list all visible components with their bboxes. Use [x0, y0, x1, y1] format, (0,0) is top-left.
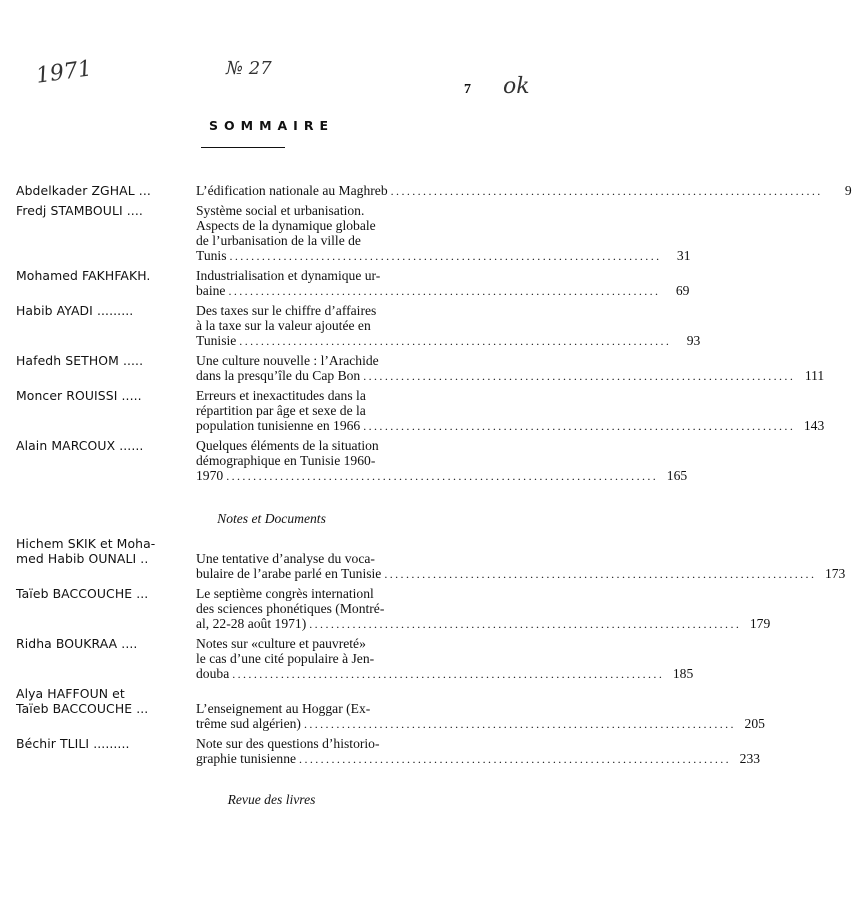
author-name-text: Taïeb BACCOUCHE: [16, 586, 133, 601]
author-name: [16, 203, 196, 218]
entry-title: [196, 686, 765, 732]
title-last-line: [196, 666, 693, 682]
handwritten-year: 1971: [34, 56, 94, 89]
title-line: démographique en Tunisie 1960-: [196, 453, 376, 468]
entry-author: [16, 686, 196, 732]
author-name: [16, 551, 196, 566]
author-name-text: Abdelkader ZGHAL: [16, 183, 135, 198]
entry-author: [16, 536, 196, 582]
title-last-text: 1970: [196, 468, 224, 483]
title-last-text: baine: [196, 283, 226, 298]
page-ref: 143: [803, 418, 825, 433]
author-name: [16, 586, 196, 601]
title-line: de l’urbanisation de la ville de: [196, 233, 361, 248]
author-name: [16, 353, 196, 368]
entry-title: [196, 303, 700, 349]
title-line: Système social et urbanisation.: [196, 203, 365, 218]
title-last-text: douba: [196, 666, 230, 681]
author-leader-dots: .....: [122, 353, 144, 368]
title-line: Des taxes sur le chiffre d’affaires: [196, 303, 377, 318]
leader-dots: ................................................................................: [229, 249, 662, 263]
leader-dots: ................................................................................: [363, 369, 796, 383]
title-last-text: Tunisie: [196, 333, 237, 348]
author-leader-dots: ...: [138, 183, 151, 198]
entry-title: [196, 636, 693, 682]
author-line: Alya HAFFOUN et: [16, 686, 125, 701]
author-leader-dots: ......: [119, 438, 144, 453]
entry-title: [196, 183, 852, 199]
page-ref: 165: [666, 468, 688, 483]
toc-entry: [16, 536, 846, 582]
title-line: Quelques éléments de la situation: [196, 438, 379, 453]
title-last-line: [196, 566, 846, 582]
author-name-text: med Habib OUNALI: [16, 551, 137, 566]
leader-dots: ................................................................................: [384, 567, 817, 581]
section-heading-revue: Revue des livres: [227, 792, 316, 807]
toc-entry: [16, 353, 825, 384]
leader-dots: ................................................................................: [299, 752, 732, 766]
author-leader-dots: ...: [136, 586, 149, 601]
author-name-text: Moncer ROUISSI: [16, 388, 118, 403]
toc-entry: [16, 203, 691, 264]
title-underline: [201, 147, 285, 148]
title-last-text: population tunisienne en 1966: [196, 418, 361, 433]
title-line: Industrialisation et dynamique ur-: [196, 268, 381, 283]
entry-title: [196, 353, 825, 384]
entry-author: [16, 268, 196, 299]
title-line: à la taxe sur la valeur ajoutée en: [196, 318, 371, 333]
toc-entry: [16, 636, 694, 682]
entry-title: [196, 203, 691, 264]
author-line: Hichem SKIK et Moha-: [16, 536, 156, 551]
toc-entry: [16, 438, 688, 484]
leader-dots: ................................................................................: [303, 717, 736, 731]
handwritten-ok-mark: ok: [503, 74, 530, 99]
entry-title: [196, 388, 825, 434]
entry-author: [16, 438, 196, 484]
title-line: L’enseignement au Hoggar (Ex-: [196, 701, 371, 716]
author-leader-dots: ....: [126, 203, 143, 218]
toc-entry: [16, 183, 852, 199]
page-ref: 233: [739, 751, 761, 766]
leader-dots: ................................................................................: [226, 469, 659, 483]
page-ref: 69: [675, 283, 690, 298]
author-leader-dots: ...: [136, 701, 149, 716]
title-line: des sciences phonétiques (Montré-: [196, 601, 385, 616]
leader-dots: ................................................................................: [232, 667, 665, 681]
entry-author: [16, 586, 196, 632]
entry-author: [16, 388, 196, 434]
page-ref: 173: [824, 566, 846, 581]
page-ref: 205: [744, 716, 765, 731]
entry-author: [16, 736, 196, 767]
toc-entry: [16, 586, 771, 632]
title-last-line: [196, 616, 771, 632]
toc-entry: [16, 686, 765, 732]
entry-author: [16, 353, 196, 384]
toc-entry: [16, 268, 690, 299]
title-line: Le septième congrès internationl: [196, 586, 374, 601]
entry-title: [196, 736, 761, 767]
author-leader-dots: .........: [96, 303, 134, 318]
author-leader-dots: ....: [121, 636, 138, 651]
title-spacer: [196, 536, 700, 551]
page-number: 7: [464, 82, 471, 97]
title-last-text: trême sud algérien): [196, 716, 301, 731]
title-last-line: [196, 333, 700, 349]
author-name: [16, 183, 196, 198]
entry-author: [16, 636, 196, 682]
title-line: Une tentative d’analyse du voca-: [196, 551, 375, 566]
leader-dots: ................................................................................: [228, 284, 661, 298]
author-name: [16, 268, 196, 283]
author-name: [16, 636, 196, 651]
title-last-text: bulaire de l’arabe parlé en Tunisie: [196, 566, 382, 581]
notes-list: [16, 536, 846, 771]
entry-author: [16, 203, 196, 264]
title-line: Erreurs et inexactitudes dans la: [196, 388, 366, 403]
title-last-line: [196, 418, 825, 434]
title-last-line: [196, 368, 825, 384]
page-ref: 111: [804, 368, 825, 383]
author-name-text: Mohamed FAKHFAKH.: [16, 268, 151, 283]
title-last-line: [196, 283, 689, 299]
author-name-text: Béchir TLILI: [16, 736, 90, 751]
page-ref: 185: [672, 666, 694, 681]
toc-entry: [16, 736, 761, 767]
title-line: Une culture nouvelle : l’Arachide: [196, 353, 379, 368]
title-last-line: [196, 751, 761, 767]
title-last-text: al, 22-28 août 1971): [196, 616, 307, 631]
title-line: le cas d’une cité populaire à Jen-: [196, 651, 375, 666]
author-name: [16, 438, 196, 453]
author-name: [16, 701, 196, 716]
page-title: SOMMAIRE: [209, 118, 334, 133]
entry-author: [16, 183, 196, 199]
title-last-text: dans la presqu’île du Cap Bon: [196, 368, 361, 383]
author-leader-dots: .........: [93, 736, 130, 751]
page-ref: 31: [676, 248, 691, 263]
page-ref: 9: [844, 183, 852, 198]
title-last-line: [196, 468, 687, 484]
entry-title: [196, 586, 771, 632]
author-name-text: Hafedh SETHOM: [16, 353, 119, 368]
author-name-text: Alain MARCOUX: [16, 438, 116, 453]
articles-list: [16, 183, 852, 488]
author-leader-dots: ..: [140, 551, 149, 566]
title-line: Aspects de la dynamique globale: [196, 218, 376, 233]
entry-title: [196, 536, 846, 582]
author-name-text: Habib AYADI: [16, 303, 93, 318]
author-name-text: Fredj STAMBOULI: [16, 203, 123, 218]
author-name: [16, 388, 196, 403]
title-last-line: [196, 248, 691, 264]
handwritten-issue-number: № 27: [226, 58, 272, 79]
title-last-text: Tunis: [196, 248, 227, 263]
author-name-text: Taïeb BACCOUCHE: [16, 701, 133, 716]
title-line: répartition par âge et sexe de la: [196, 403, 366, 418]
leader-dots: ................................................................................: [363, 419, 796, 433]
section-heading-notes: Notes et Documents: [217, 511, 326, 526]
title-last-line: [196, 183, 852, 199]
title-line: Note sur des questions d’historio-: [196, 736, 380, 751]
toc-entry: [16, 303, 701, 349]
title-last-text: graphie tunisienne: [196, 751, 297, 766]
title-last-text: L’édification nationale au Maghreb: [196, 183, 388, 198]
author-name: [16, 736, 196, 751]
title-last-line: [196, 716, 765, 732]
title-line: Notes sur «culture et pauvreté»: [196, 636, 366, 651]
page-ref: 179: [749, 616, 771, 631]
entry-title: [196, 438, 687, 484]
page-ref: 93: [686, 333, 701, 348]
author-leader-dots: .....: [121, 388, 142, 403]
leader-dots: ................................................................................: [390, 184, 823, 198]
leader-dots: ................................................................................: [239, 334, 672, 348]
author-name: [16, 303, 196, 318]
entry-author: [16, 303, 196, 349]
entry-title: [196, 268, 689, 299]
author-name-text: Ridha BOUKRAA: [16, 636, 118, 651]
toc-entry: [16, 388, 825, 434]
title-spacer: [196, 686, 708, 701]
leader-dots: ................................................................................: [309, 617, 742, 631]
